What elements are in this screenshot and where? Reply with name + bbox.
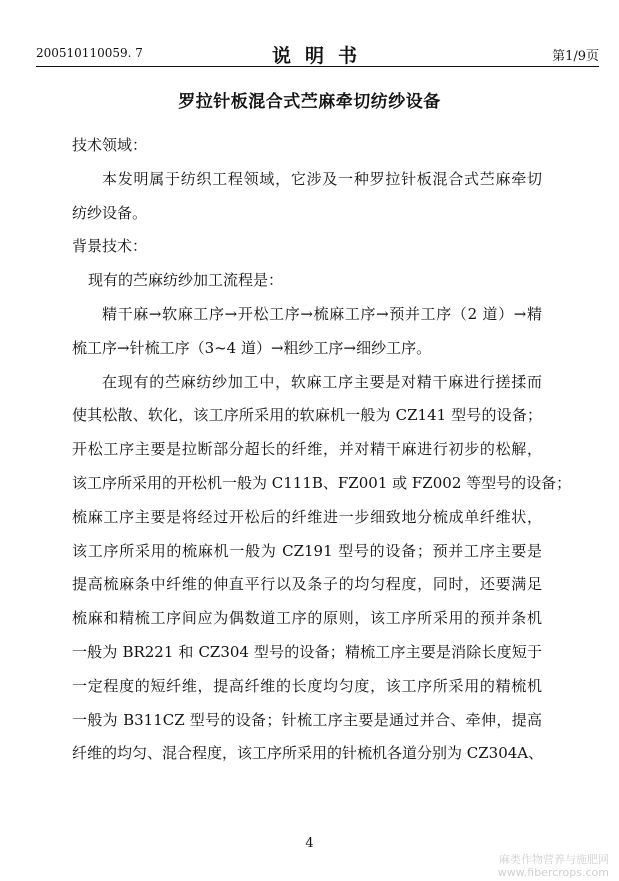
watermark-site-name: 麻类作物营养与施肥网: [499, 853, 609, 866]
document-code: 200510110059. 7: [36, 46, 143, 60]
process-flow-line: 精干麻→软麻工序→开松工序→梳麻工序→预并工序（2 道）→精: [102, 304, 542, 323]
paragraph-line: 本发明属于纺织工程领域，它涉及一种罗拉针板混合式苎麻牵切: [102, 169, 542, 188]
subheading-technical-field: 技术领域：: [72, 136, 148, 154]
paragraph-line: 现有的苎麻纺纱加工流程是：: [88, 271, 284, 290]
paragraph-line: 使其松散、软化，该工序所采用的软麻机一般为 CZ141 型号的设备；: [72, 406, 542, 425]
paragraph-line: 提高梳麻条中纤维的伸直平行以及条子的均匀程度，同时，还要满足: [72, 575, 542, 594]
paragraph-line: 梳麻和精梳工序间应为偶数道工序的原则，该工序所采用的预并条机: [72, 609, 542, 628]
paragraph-line: 在现有的苎麻纺纱加工中，软麻工序主要是对精干麻进行搓揉而: [102, 372, 542, 391]
paragraph-line: 一定程度的短纤维，提高纤维的长度均匀度，该工序所采用的精梳机: [72, 676, 542, 695]
paragraph-line: 一般为 BR221 和 CZ304 型号的设备；精梳工序主要是消除长度短于: [72, 642, 542, 661]
paragraph-line: 一般为 B311CZ 型号的设备；针梳工序主要是通过并合、牵伸，提高: [72, 710, 542, 729]
page-number: 4: [305, 836, 314, 851]
paragraph-line: 纺纱设备。: [72, 203, 148, 222]
watermark: [498, 853, 609, 879]
page-indicator: 第1/9页: [552, 49, 599, 64]
paragraph-line: 该工序所采用的开松机一般为 C111B、FZ001 或 FZ002 等型号的设备；: [72, 473, 572, 492]
process-flow-line: 梳工序→针梳工序（3~4 道）→粗纱工序→细纱工序。: [72, 338, 432, 357]
document-title: 罗拉针板混合式苎麻牵切纺纱设备: [178, 92, 441, 112]
paragraph-line: 开松工序主要是拉断部分超长的纤维，并对精干麻进行初步的松解，: [72, 440, 542, 459]
paragraph-line: 纤维的均匀、混合程度，该工序所采用的针梳机各道分别为 CZ304A、: [72, 744, 544, 763]
section-heading: 说明书: [272, 45, 372, 67]
paragraph-line: 梳麻工序主要是将经过开松后的纤维进一步细致地分梳成单纤维状，: [72, 507, 542, 526]
header-divider: [36, 66, 599, 67]
subheading-background: 背景技术：: [72, 237, 148, 256]
paragraph-line: 该工序所采用的梳麻机一般为 CZ191 型号的设备；预并工序主要是: [72, 541, 542, 560]
document-body: [72, 129, 572, 771]
watermark-url: www.fibercrops.com: [497, 866, 609, 879]
